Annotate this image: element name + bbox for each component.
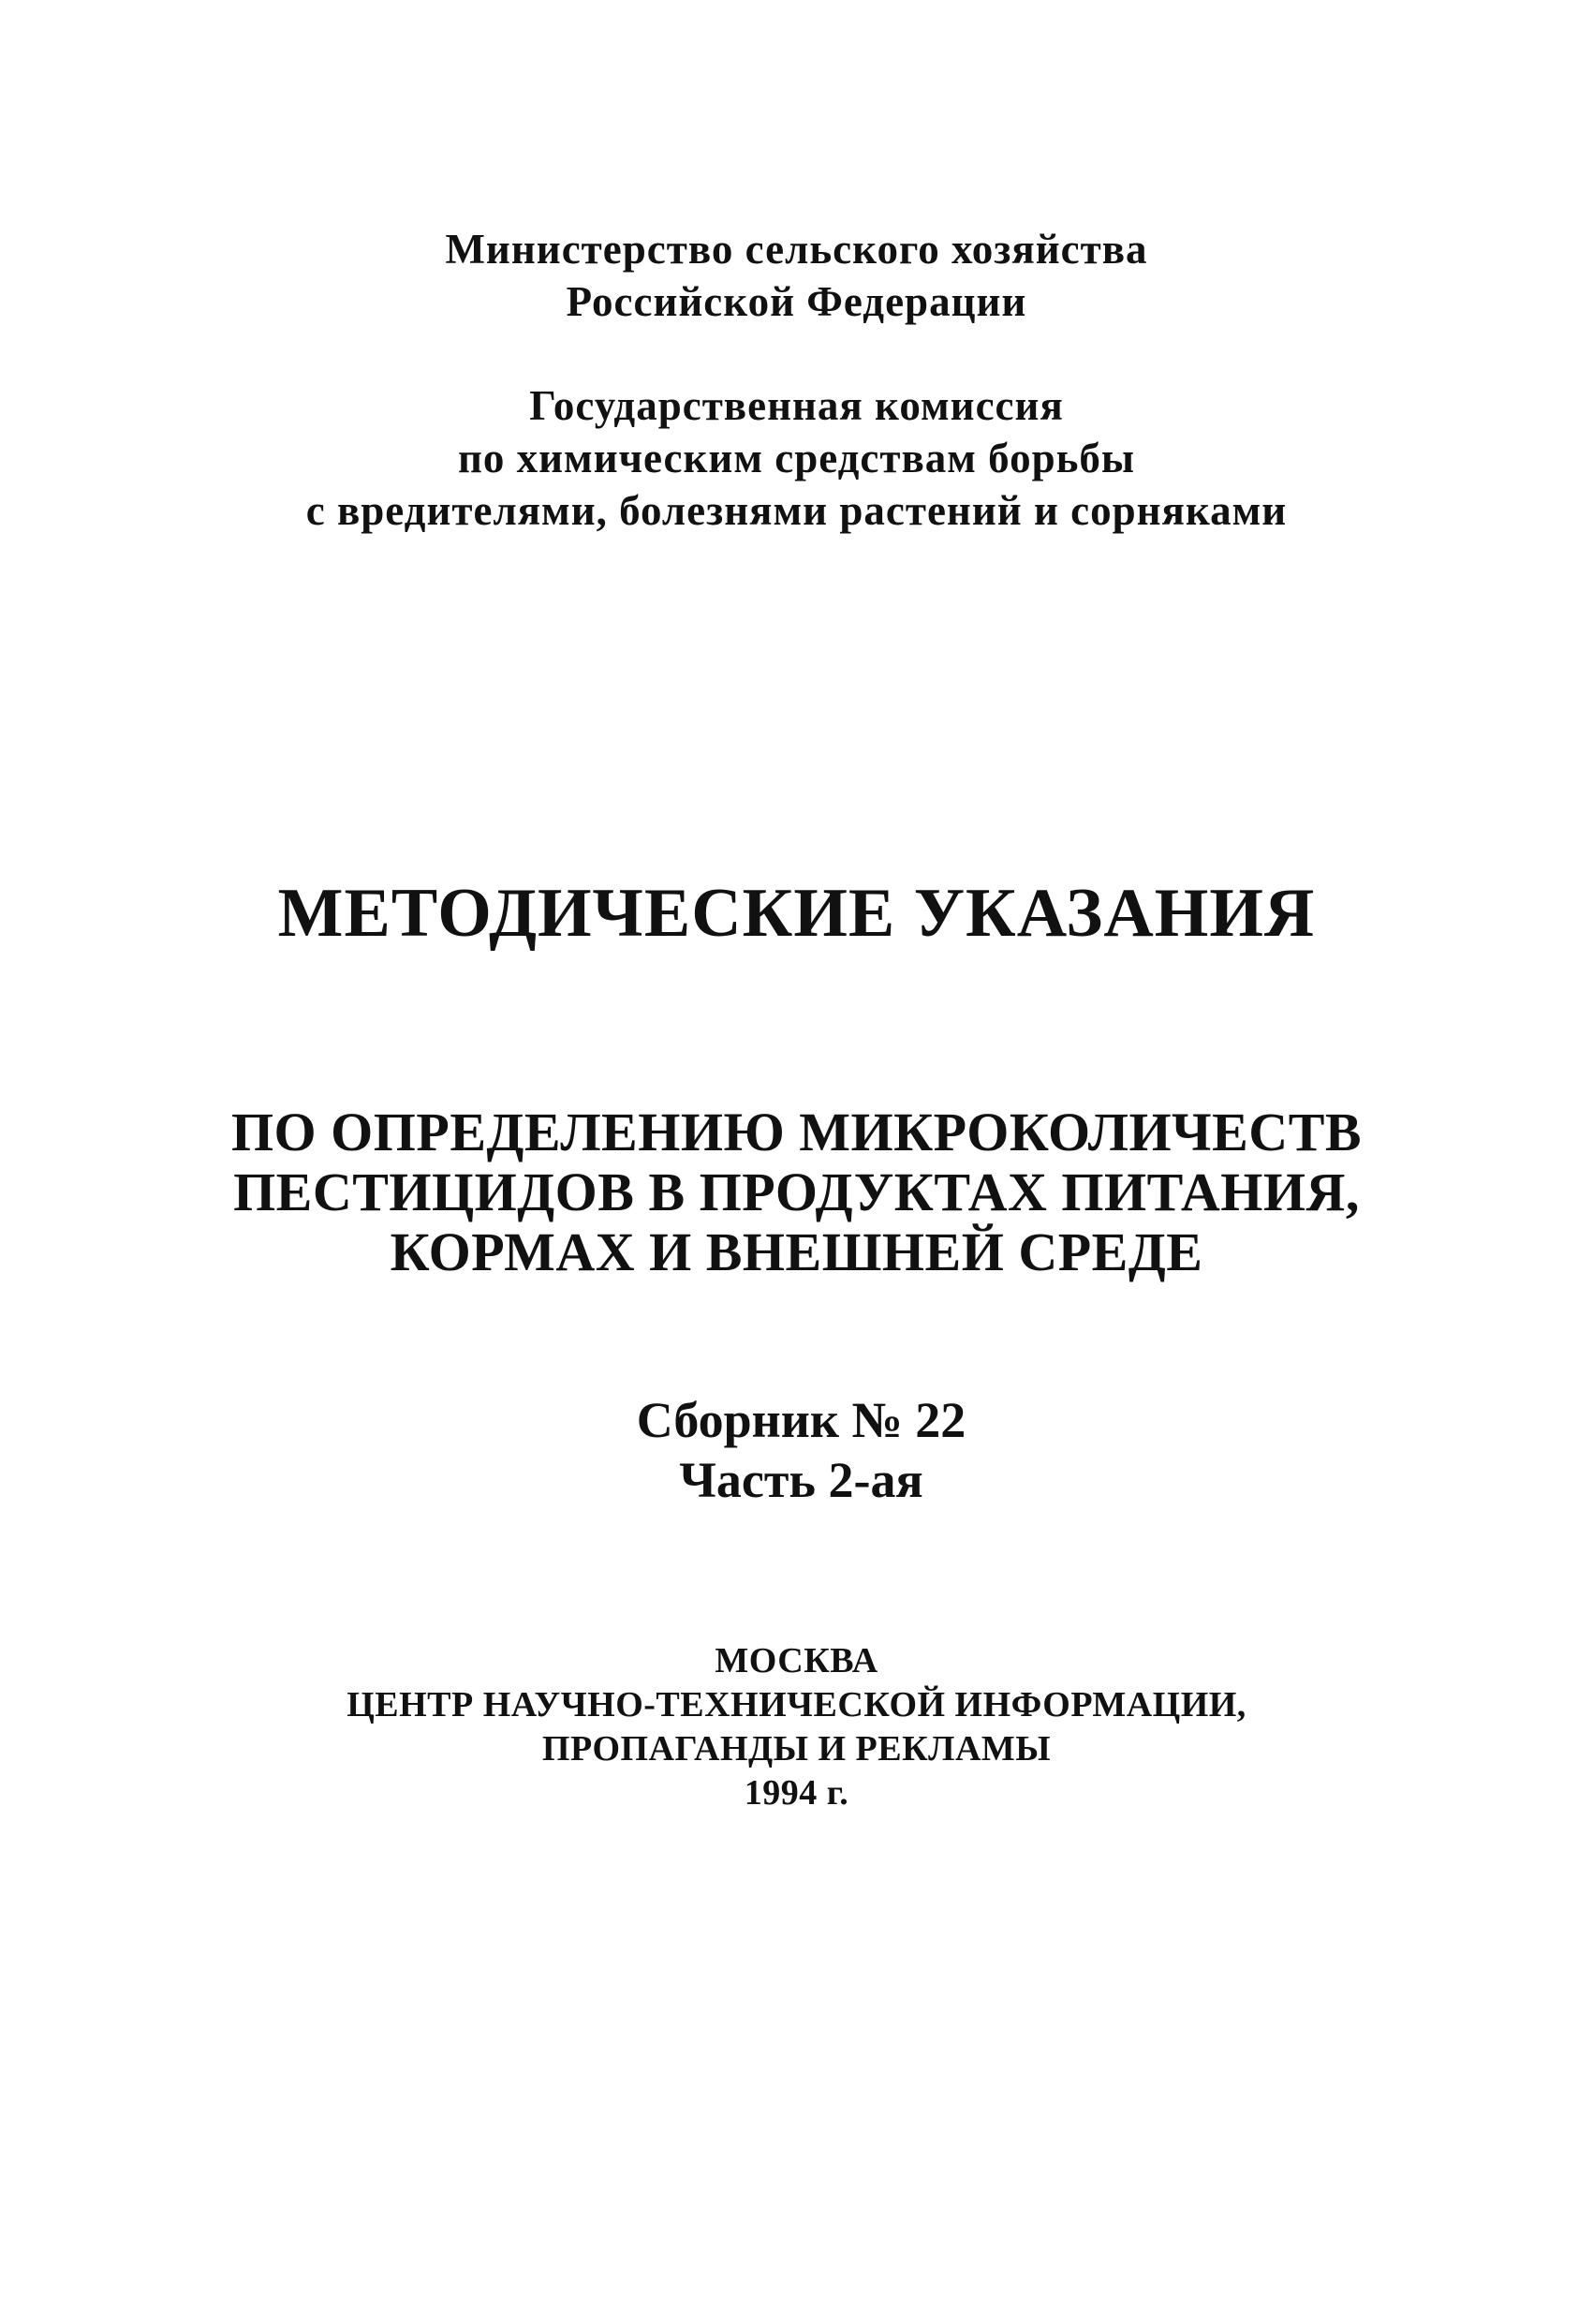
imprint-publisher-line: ПРОПАГАНДЫ И РЕКЛАМЫ [541, 1729, 1052, 1769]
document-title [0, 871, 1593, 955]
document-title-text: МЕТОДИЧЕСКИЕ УКАЗАНИЯ [277, 875, 1316, 952]
commission-line: с вредителями, болезнями растений и сорняками [305, 487, 1288, 534]
imprint-city: МОСКВА [715, 1641, 878, 1680]
subtitle-line: ПО ОПРЕДЕЛЕНИЮ МИКРОКОЛИЧЕСТВ [230, 1102, 1363, 1162]
collection-number: Сборник № 22 [636, 1392, 966, 1448]
collection-info [0, 1390, 1593, 1510]
imprint-year: 1994 г. [744, 1773, 849, 1813]
collection-part: Часть 2-ая [679, 1452, 923, 1508]
ministry-line: Министерство сельского хозяйства [445, 226, 1148, 273]
subtitle-line: ПЕСТИЦИДОВ В ПРОДУКТАХ ПИТАНИЯ, [233, 1162, 1360, 1222]
commission-heading [0, 379, 1593, 537]
imprint [0, 1639, 1593, 1815]
ministry-heading [0, 223, 1593, 328]
commission-line: по химическим средствам борьбы [457, 435, 1136, 481]
document-subtitle [0, 1103, 1593, 1282]
imprint-publisher-line: ЦЕНТР НАУЧНО-ТЕХНИЧЕСКОЙ ИНФОРМАЦИИ, [347, 1685, 1246, 1724]
subtitle-line: КОРМАХ И ВНЕШНЕЙ СРЕДЕ [390, 1221, 1203, 1282]
commission-line: Государственная комиссия [529, 382, 1064, 429]
ministry-line: Российской Федерации [566, 278, 1027, 325]
